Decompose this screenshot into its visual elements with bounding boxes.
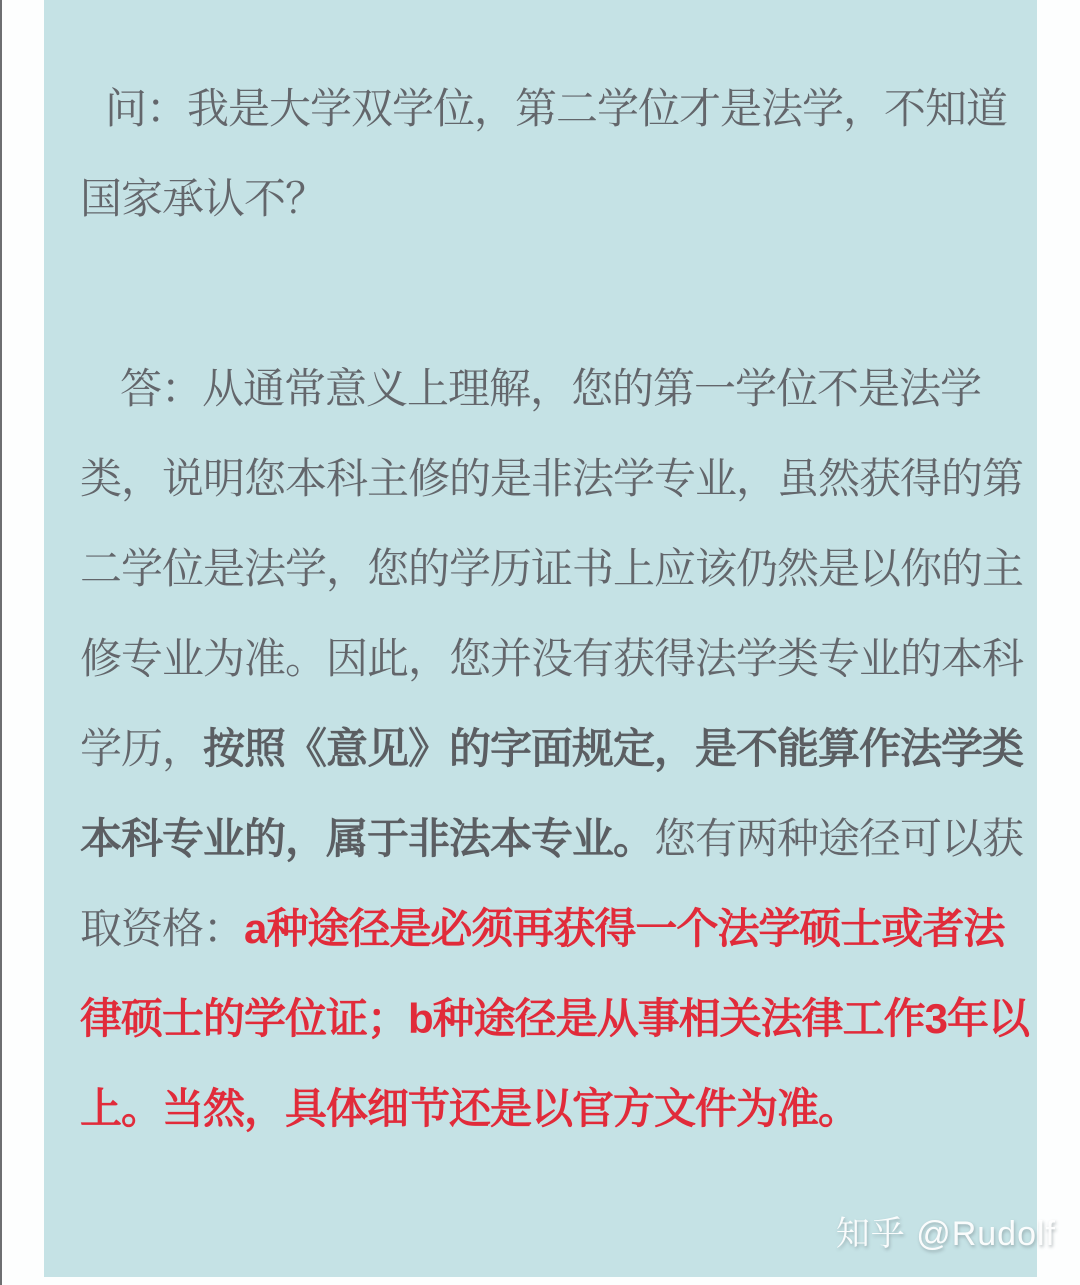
- text-line: [80, 974, 1030, 1064]
- text-segment: 取资格：: [80, 905, 245, 952]
- text-line: [80, 524, 1024, 614]
- text-segment: 修专业为准。因此，您并没有获得法学类专业的本科: [80, 635, 1024, 682]
- text-segment-red: a种途径是必须再获得一个法学硕士或者法: [244, 905, 1005, 952]
- text-line: [80, 614, 1024, 704]
- text-segment: 您有两种途径可以获: [654, 815, 1024, 862]
- text-segment-red: 律硕士的学位证；b种途径是从事相关法律工作3年以: [80, 995, 1030, 1042]
- text-segment: 类，说明您本科主修的是非法学专业，虽然获得的第: [80, 455, 1024, 502]
- text-line: [80, 884, 1012, 974]
- text-segment: 国家承认不？: [80, 175, 327, 222]
- zhihu-watermark: 知乎 @Rudolf: [835, 1215, 1056, 1253]
- text-segment-bold: 按照《意见》的字面规定，是不能算作法学类: [203, 725, 1024, 772]
- text-line: [80, 64, 1012, 154]
- text-line: [80, 1064, 1012, 1154]
- text-block: [44, 0, 1037, 1154]
- left-edge-divider: [0, 0, 2, 1285]
- text-line: [80, 344, 1012, 434]
- text-segment-red: 上。当然，具体细节还是以官方文件为准。: [80, 1085, 860, 1132]
- answer-paragraph: [80, 344, 1030, 1154]
- text-line: [80, 794, 1024, 884]
- text-line: [80, 434, 1024, 524]
- text-segment: 问：我是大学双学位，第二学位才是法学，不知道: [105, 85, 1008, 132]
- text-segment: 答：从通常意义上理解，您的第一学位不是法学: [120, 365, 982, 412]
- text-segment: 学历，: [80, 725, 204, 772]
- text-segment: 二学位是法学，您的学历证书上应该仍然是以你的主: [80, 545, 1024, 592]
- text-line: [80, 704, 1024, 794]
- text-segment-bold: 本科专业的，属于非法本专业。: [80, 815, 655, 862]
- question-paragraph: [80, 64, 1012, 244]
- text-line: [80, 154, 1012, 244]
- content-sheet: [44, 0, 1037, 1277]
